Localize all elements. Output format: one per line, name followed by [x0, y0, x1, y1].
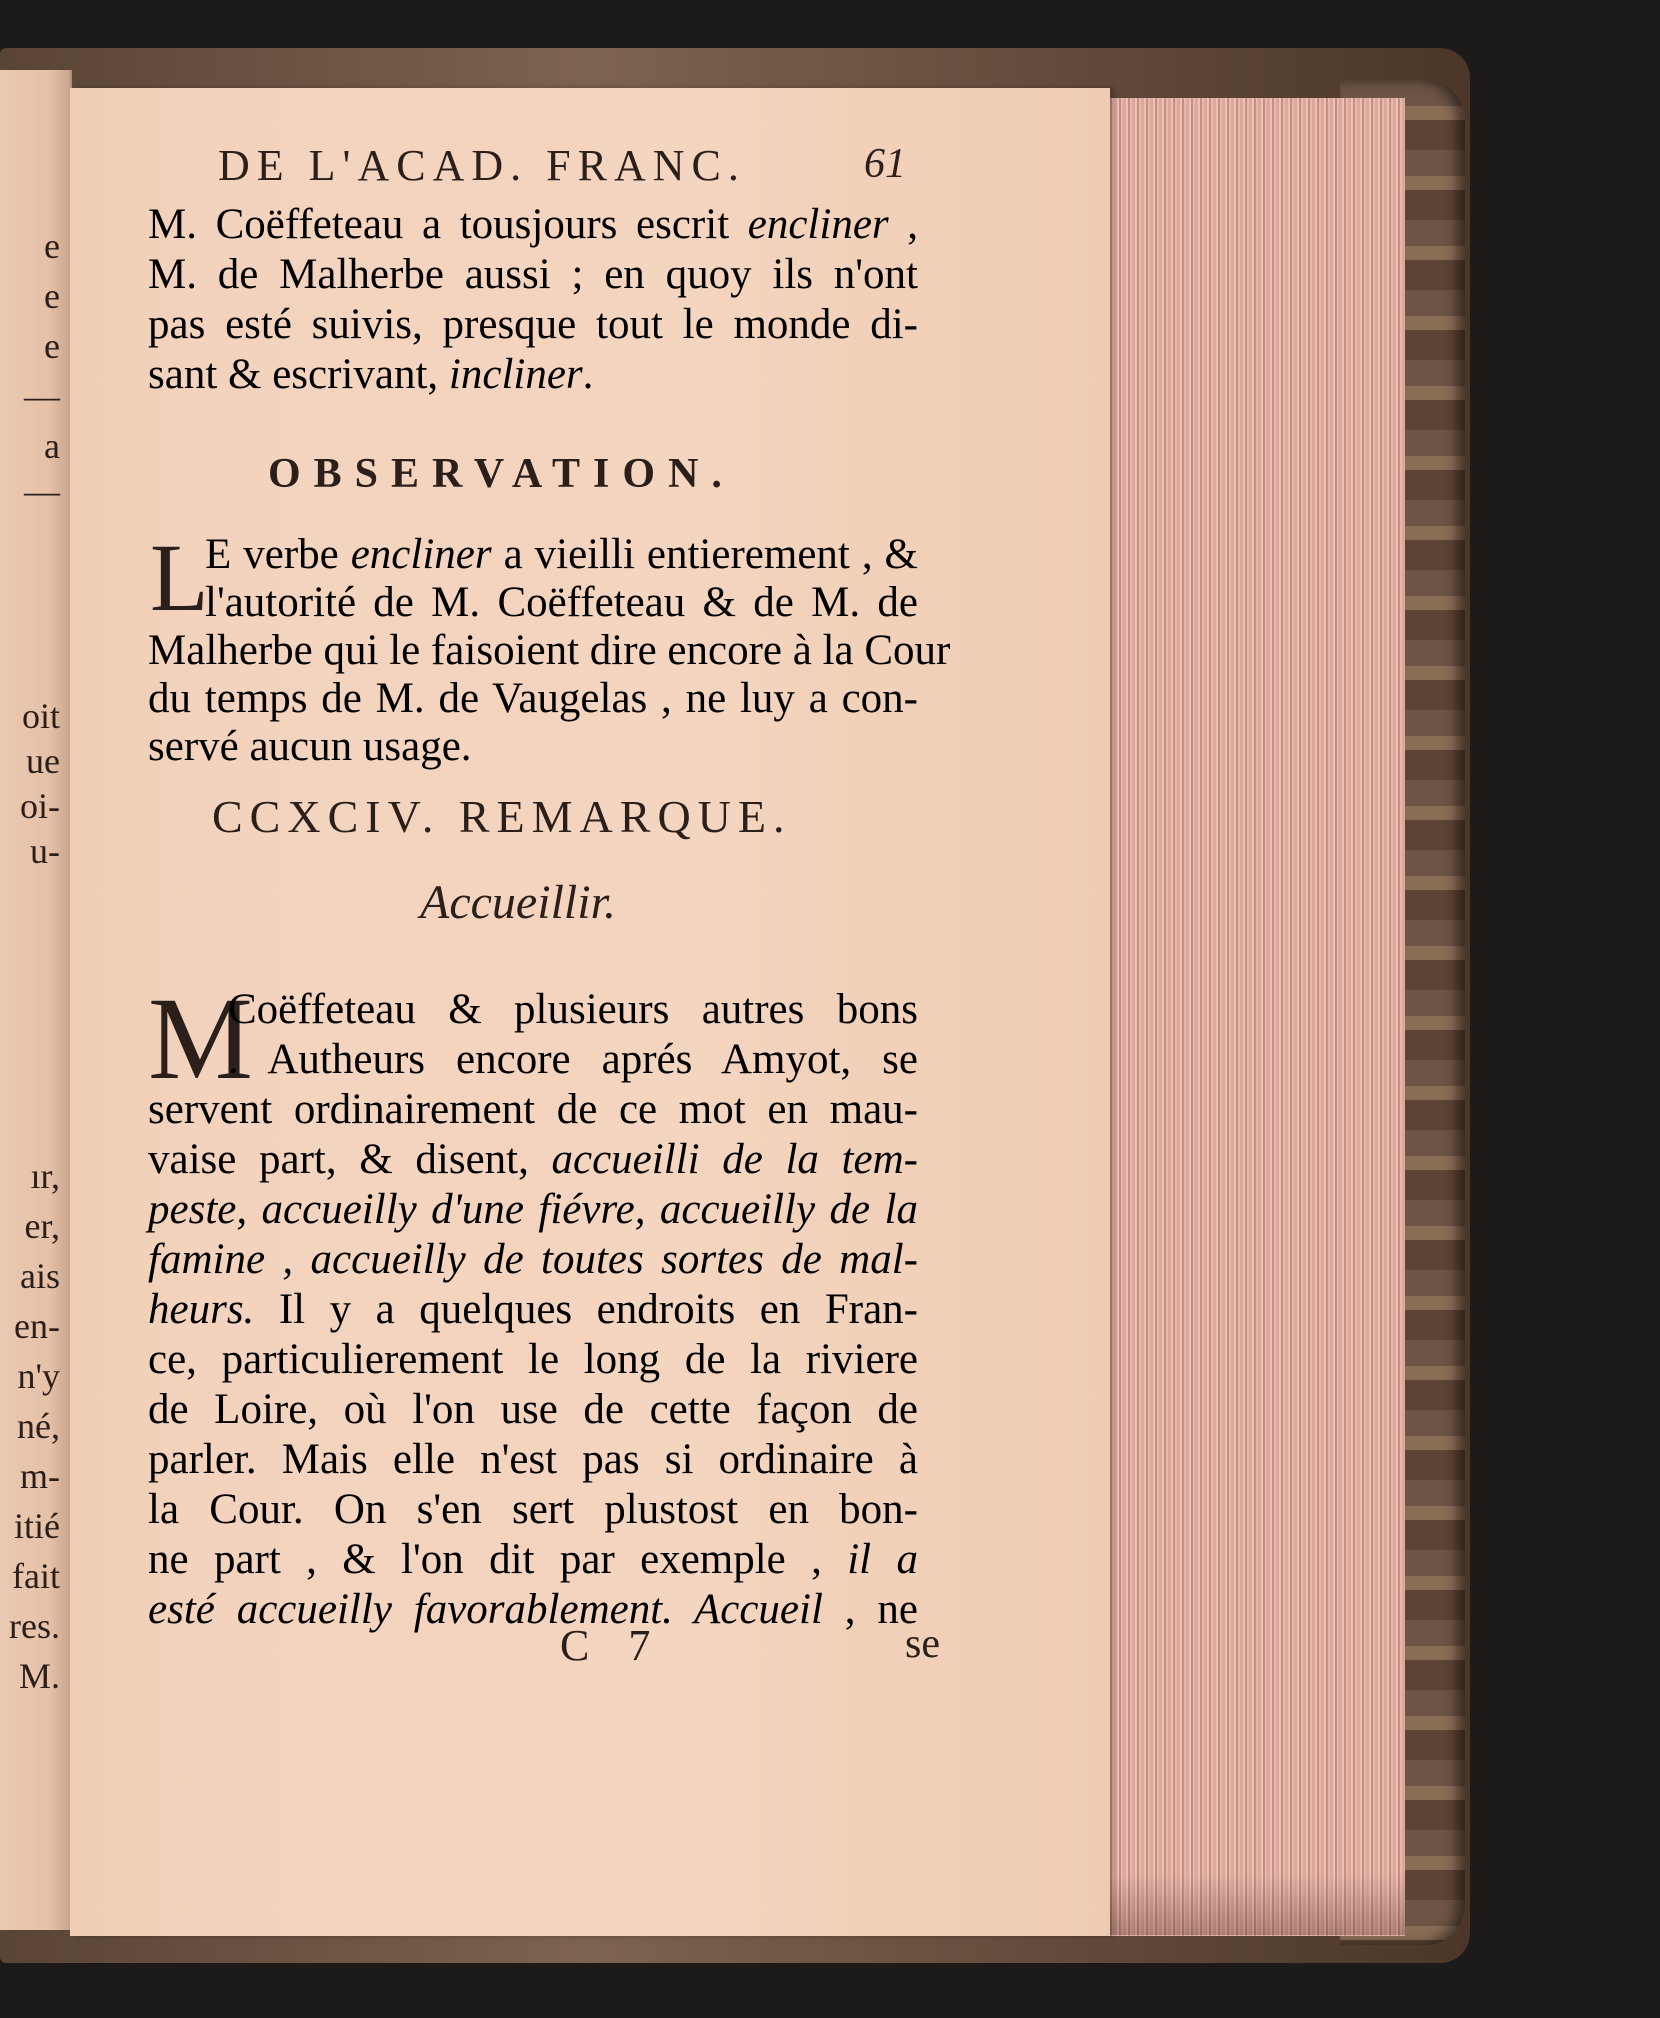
- roman-text: vaise part, & disent,: [148, 1136, 552, 1183]
- left-page-fragment: n'y: [17, 1356, 60, 1396]
- page-block-shadow: [1105, 1875, 1405, 1935]
- text-line: [148, 350, 918, 399]
- italic-text: famine , accueilly de toutes sortes de mal-: [148, 1236, 918, 1283]
- left-page-fragment: ır,: [30, 1156, 60, 1196]
- text-line: [148, 722, 918, 771]
- roman-text: l'autorité de M. Coëffeteau & de M. de: [205, 579, 918, 626]
- roman-text: Coëffeteau & plusieurs autres bons: [228, 986, 918, 1033]
- observation-heading: OBSERVATION.: [268, 451, 735, 497]
- left-page-fragment: ue: [26, 741, 60, 781]
- left-page-fragment: e: [44, 226, 60, 266]
- left-page-fragment: oi-: [20, 786, 60, 826]
- roman-text: servé aucun usage.: [148, 723, 472, 770]
- text-line: [148, 1535, 918, 1584]
- italic-text: peste, accueilly d'une fiévre, accueilly de la: [148, 1186, 918, 1233]
- remarque-heading: CCXCIV. REMARQUE.: [212, 791, 792, 842]
- left-page-fragment: M.: [18, 1656, 60, 1696]
- roman-text: M. Coëffeteau a tousjours escrit: [148, 201, 748, 248]
- roman-text: ce, particulierement le long de la riviere: [148, 1336, 918, 1383]
- text-line: [148, 1185, 918, 1234]
- roman-text: , ne: [822, 1586, 918, 1633]
- roman-text: Il y a quelques endroits en Fran-: [254, 1286, 918, 1333]
- page-number: 61: [864, 141, 906, 187]
- italic-text: esté accueilly favorablement. Accueil: [148, 1586, 823, 1633]
- left-page-fragment: né,: [17, 1406, 60, 1446]
- left-page-fragment: e: [44, 276, 60, 316]
- italic-text: il a: [847, 1536, 918, 1583]
- roman-text: Malherbe qui le faisoient dire encore à la Cour: [148, 627, 951, 674]
- text-line: [148, 1435, 918, 1484]
- roman-text: M. de Malherbe aussi ; en quoy ils n'ont: [148, 251, 918, 298]
- text-line: [148, 300, 918, 349]
- italic-text: incliner: [448, 351, 583, 398]
- roman-text: de Loire, où l'on use de cette façon de: [148, 1386, 918, 1433]
- signature-mark: C 7: [560, 1621, 665, 1670]
- remarque-subtitle: Accueillir.: [420, 876, 616, 929]
- left-page-fragment: res.: [9, 1606, 60, 1646]
- left-page-fragment: a: [44, 426, 60, 466]
- left-page-fragment: er,: [24, 1206, 60, 1246]
- left-page-fragment: u-: [30, 831, 60, 871]
- roman-text: a vieilli entierement , &: [491, 531, 918, 578]
- text-line: [148, 1385, 918, 1434]
- text-line: [148, 1335, 918, 1384]
- catchword: se: [905, 1621, 940, 1667]
- roman-text: parler. Mais elle n'est pas si ordinaire à: [148, 1436, 918, 1483]
- text-line: [228, 985, 918, 1034]
- roman-text: la Cour. On s'en sert plustost en bon-: [148, 1486, 918, 1533]
- left-page-fragment: ais: [20, 1256, 60, 1296]
- roman-text: pas esté suivis, presque tout le monde di-: [148, 301, 918, 348]
- roman-text: ne part , & l'on dit par exemple ,: [148, 1536, 848, 1583]
- left-page-fragment: m-: [20, 1456, 60, 1496]
- roman-text: sant & escrivant,: [148, 351, 449, 398]
- roman-text: E verbe: [205, 531, 351, 578]
- text-line: [148, 200, 918, 249]
- text-line: [205, 578, 918, 627]
- remarque-dropcap: M: [148, 973, 253, 1104]
- left-page-fragment: itié: [14, 1506, 60, 1546]
- text-line: [148, 626, 951, 675]
- running-head: DE L'ACAD. FRANC.: [218, 141, 746, 190]
- roman-text: ,: [888, 201, 918, 248]
- roman-text: . Autheurs encore aprés Amyot, se: [228, 1036, 918, 1083]
- text-line: [205, 530, 918, 579]
- text-line: [148, 1135, 918, 1184]
- text-line: [148, 250, 918, 299]
- left-page-fragment: —: [24, 471, 60, 511]
- roman-text: .: [582, 351, 594, 398]
- left-page-fragment: en-: [14, 1306, 60, 1346]
- text-line: [148, 1235, 918, 1284]
- left-page-fragment: fait: [12, 1556, 60, 1596]
- text-line: [148, 1485, 918, 1534]
- text-line: [148, 1585, 918, 1634]
- left-page-fragment: —: [24, 376, 60, 416]
- roman-text: du temps de M. de Vaugelas , ne luy a con-: [148, 675, 918, 722]
- italic-text: heurs.: [148, 1286, 255, 1333]
- italic-text: encliner: [747, 201, 889, 248]
- text-line: [148, 1285, 918, 1334]
- italic-text: encliner: [350, 531, 492, 578]
- left-page-fragment: e: [44, 326, 60, 366]
- text-line: [148, 1085, 918, 1134]
- text-line: [228, 1035, 918, 1084]
- italic-text: accueilli de la tem-: [551, 1136, 918, 1183]
- roman-text: servent ordinairement de ce mot en mau-: [148, 1086, 918, 1133]
- page-block-edges: [1105, 98, 1405, 1936]
- observation-dropcap: L: [150, 524, 209, 631]
- left-page-fragment: oit: [21, 696, 60, 736]
- text-line: [148, 674, 918, 723]
